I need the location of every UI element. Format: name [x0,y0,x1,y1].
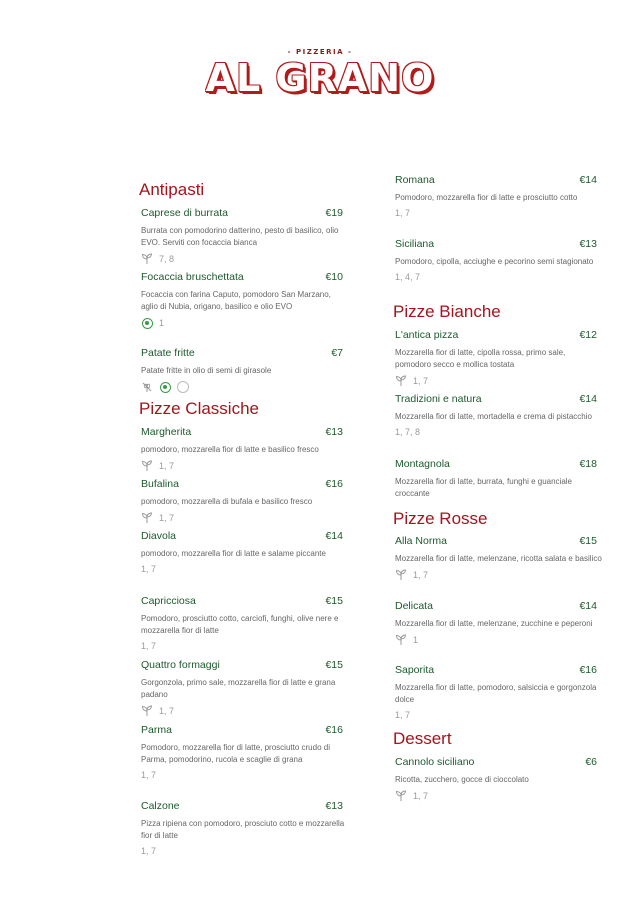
item-description: Burrata con pomodorino datterino, pesto di basilico, olio EVO. Serviti con focaccia bianca [141,226,339,247]
item-price: €7 [331,347,343,359]
item-header [395,600,603,612]
menu-item [395,329,603,387]
item-price: €6 [585,756,597,768]
item-header [141,271,349,283]
menu-item [141,800,349,856]
item-name: Focaccia bruschettata [141,271,244,283]
allergen-list: 1, 7, 8 [395,427,421,437]
item-header [141,347,349,359]
item-name: Margherita [141,426,192,438]
item-meta [395,208,603,218]
allergen-list: 1 [413,635,419,645]
item-meta [141,381,349,393]
item-description: Pizza ripiena con pomodoro, prosciuto cotto e mozzarella fior di latte [141,819,345,840]
item-name: Calzone [141,800,180,812]
menu-item [141,426,349,472]
vegetarian-icon [141,512,153,524]
menu-item [395,664,603,720]
item-price: €15 [579,535,597,547]
menu-item [141,724,349,780]
item-meta [141,641,349,651]
item-meta [395,634,603,646]
item-meta [141,705,349,717]
item-price: €16 [325,724,343,736]
item-name: Parma [141,724,172,736]
restaurant-logo: AL GRANO [205,56,435,100]
kicker-text: PIZZERIA [295,48,345,56]
allergen-list: 1, 7 [395,710,411,720]
menu-item [395,393,603,437]
item-meta [141,564,349,574]
menu-item [395,238,603,282]
item-meta [395,710,603,720]
menu-item [395,535,603,581]
item-description: pomodoro, mozzarella di bufala e basilico fresco [141,497,313,506]
item-description: Mozzarella fior di latte, burrata, funghi e guanciale croccante [395,477,572,498]
item-header [141,724,349,736]
vegetarian-icon [141,253,153,265]
item-price: €19 [325,207,343,219]
allergen-list: 1, 7 [413,570,429,580]
section-title-bianche: Pizze Bianche [393,302,501,321]
item-price: €13 [325,800,343,812]
item-price: €12 [579,329,597,341]
item-price: €14 [579,174,597,186]
vegetarian-icon [395,375,407,387]
item-name: Saporita [395,664,435,676]
vegetarian-icon [395,790,407,802]
item-description: pomodoro, mozzarella fior di latte e salame piccante [141,549,326,558]
allergen-list: 1, 7 [413,376,429,386]
item-meta [395,569,603,581]
menu-header [0,48,640,98]
allergen-list: 7, 8 [159,254,175,264]
item-name: Montagnola [395,458,450,470]
item-price: €14 [579,600,597,612]
item-description: Pomodoro, mozzarella fior di latte e prosciutto cotto [395,193,578,202]
item-name: Caprese di burrata [141,207,228,219]
item-price: €15 [325,595,343,607]
item-name: Cannolo siciliano [395,756,475,768]
menu-item [395,756,603,802]
menu-item [141,659,349,717]
item-header [395,393,603,405]
allergen-list: 1, 7 [395,208,411,218]
item-meta [395,375,603,387]
allergen-list: 1, 7 [159,461,175,471]
item-header [395,756,603,768]
item-meta [141,770,349,780]
item-header [395,664,603,676]
item-name: L'antica pizza [395,329,459,341]
section-title-classiche: Pizze Classiche [139,399,259,418]
item-price: €14 [579,393,597,405]
menu-item [141,595,349,651]
vegan-icon [141,317,153,329]
item-description: Ricotta, zucchero, gocce di cioccolato [395,775,529,784]
item-header [141,530,349,542]
item-header [395,458,603,470]
item-meta [395,427,603,437]
section-title-antipasti: Antipasti [139,180,205,199]
item-description: Mozzarella fior di latte, melenzane, zucchine e peperoni [395,619,593,628]
item-price: €16 [325,478,343,490]
lactose-free-icon [177,381,189,393]
header-kicker: - PIZZERIA - [287,48,353,56]
section-title-dessert: Dessert [393,729,452,748]
item-meta [141,317,349,329]
item-description: Pomodoro, cipolla, acciughe e pecorino semi stagionato [395,257,594,266]
item-description: Pomodoro, mozzarella fior di latte, prosciutto crudo di Parma, pomodorino, rucola e scaglie di grana [141,743,330,764]
menu-item [141,478,349,524]
item-header [141,659,349,671]
item-meta [141,253,349,265]
item-name: Capricciosa [141,595,196,607]
item-description: Mozzarella fior di latte, mortadella e crema di pistacchio [395,412,592,421]
item-header [141,800,349,812]
vegan-icon [159,381,171,393]
item-name: Alla Norma [395,535,447,547]
item-header [141,595,349,607]
menu-item [395,458,603,500]
item-header [141,207,349,219]
menu-item [141,347,349,393]
item-header [395,238,603,250]
vegetarian-icon [141,705,153,717]
allergen-list: 1, 7 [141,564,157,574]
item-description: Mozzarella fior di latte, pomodoro, salsiccia e gorgonzola dolce [395,683,597,704]
item-price: €13 [579,238,597,250]
gluten-free-icon [141,381,153,393]
item-header [395,535,603,547]
item-description: Focaccia con farina Caputo, pomodoro San Marzano, aglio di Nubia, origano, basilico e olio EVO [141,290,331,311]
item-description: Pomodoro, prosciutto cotto, carciofi, funghi, olive nere e mozzarella fior di latte [141,614,339,635]
item-name: Bufalina [141,478,179,490]
item-meta [395,272,603,282]
item-price: €10 [325,271,343,283]
menu-item [141,207,349,265]
item-meta [141,846,349,856]
item-meta [141,512,349,524]
item-name: Delicata [395,600,433,612]
item-description: Gorgonzola, primo sale, mozzarella fior di latte e grana padano [141,678,336,699]
item-price: €18 [579,458,597,470]
item-description: pomodoro, mozzarella fior di latte e basilico fresco [141,445,319,454]
item-description: Mozzarella fior di latte, cipolla rossa, primo sale, pomodoro secco e mollica tostata [395,348,566,369]
item-price: €15 [325,659,343,671]
item-name: Siciliana [395,238,435,250]
item-name: Patate fritte [141,347,195,359]
menu-item [141,530,349,574]
allergen-list: 1, 7 [141,846,157,856]
item-header [395,174,603,186]
allergen-list: 1, 7 [159,706,175,716]
item-name: Diavola [141,530,177,542]
menu-item [141,271,349,329]
allergen-list: 1 [159,318,165,328]
item-description: Mozzarella fior di latte, melenzane, ricotta salata e basilico [395,554,602,563]
menu-item [395,174,603,218]
item-name: Romana [395,174,435,186]
item-meta [395,790,603,802]
item-meta [141,460,349,472]
item-header [395,329,603,341]
allergen-list: 1, 7 [141,770,157,780]
allergen-list: 1, 4, 7 [395,272,421,282]
item-price: €16 [579,664,597,676]
vegetarian-icon [395,634,407,646]
item-name: Quattro formaggi [141,659,220,671]
allergen-list: 1, 7 [159,513,175,523]
item-price: €14 [325,530,343,542]
vegetarian-icon [395,569,407,581]
allergen-list: 1, 7 [141,641,157,651]
allergen-list: 1, 7 [413,791,429,801]
item-price: €13 [325,426,343,438]
menu-item [395,600,603,646]
item-header [141,426,349,438]
item-name: Tradizioni e natura [395,393,482,405]
item-header [141,478,349,490]
item-description: Patate fritte in olio di semi di girasole [141,366,272,375]
section-title-rosse: Pizze Rosse [393,509,488,528]
vegetarian-icon [141,460,153,472]
